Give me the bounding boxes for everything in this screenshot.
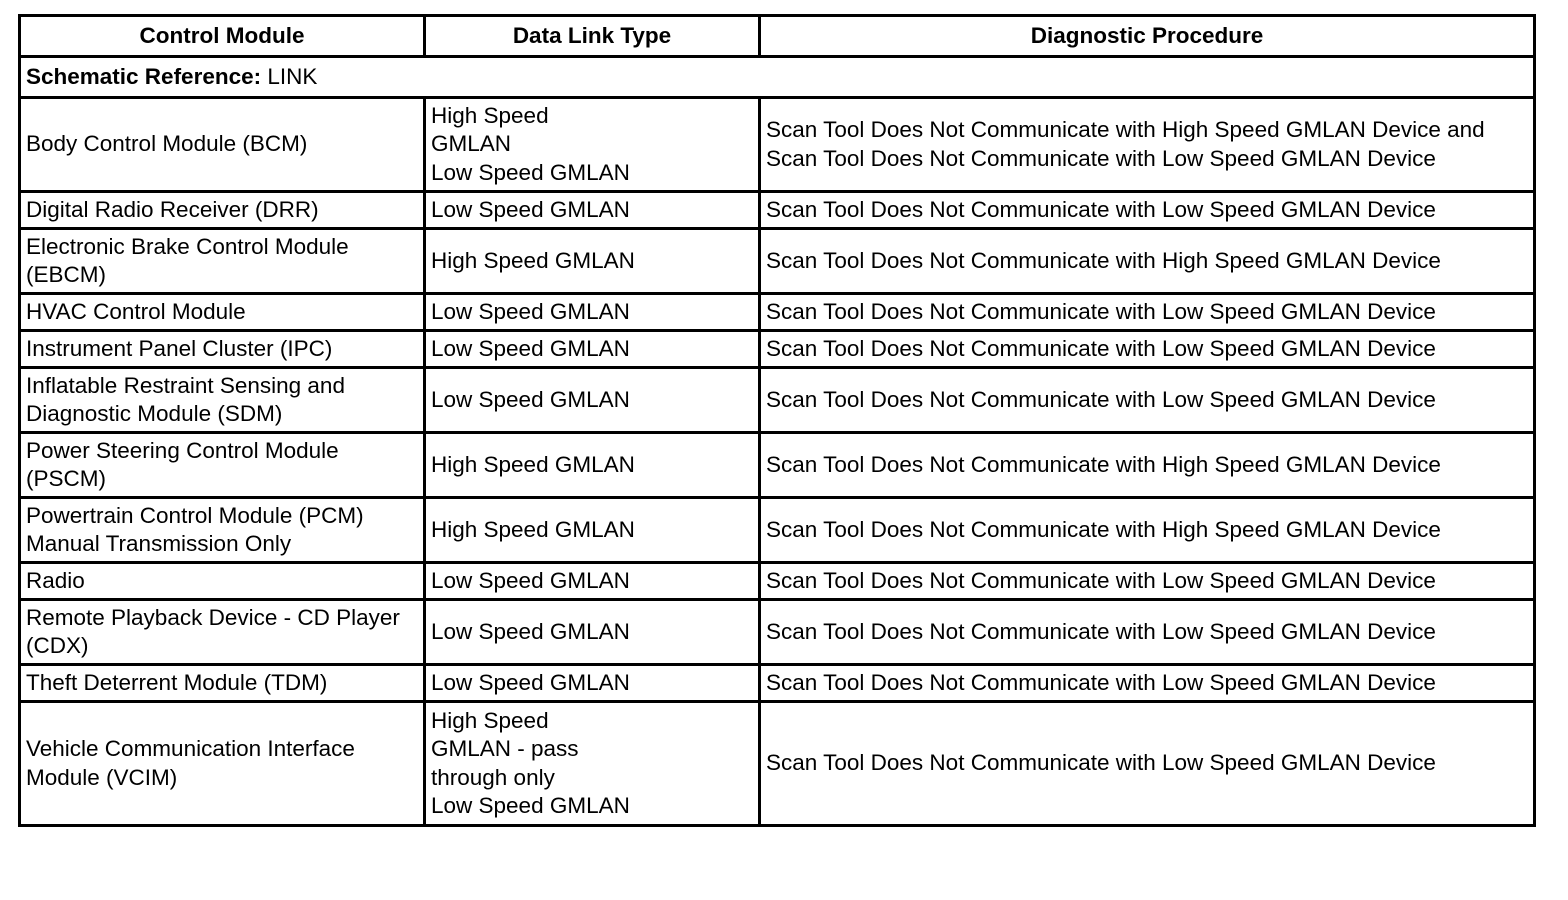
- link-type-cell: Low Speed GMLAN: [425, 600, 760, 665]
- table-row: [20, 229, 1535, 294]
- procedure-cell: Scan Tool Does Not Communicate with Low Speed GMLAN Device: [760, 294, 1535, 331]
- module-line: Powertrain Control Module (PCM): [26, 502, 364, 528]
- procedure-cell: Scan Tool Does Not Communicate with High Speed GMLAN Device: [760, 229, 1535, 294]
- procedure-cell: Scan Tool Does Not Communicate with Low Speed GMLAN Device: [760, 702, 1535, 826]
- table-row: [20, 702, 1535, 826]
- table-row: [20, 563, 1535, 600]
- header-row: [20, 16, 1535, 57]
- link-type-line: High Speed: [431, 707, 549, 733]
- link-type-line: High Speed: [431, 102, 549, 128]
- module-cell: Vehicle Communication Interface Module (VCIM): [20, 702, 425, 826]
- module-cell: Electronic Brake Control Module (EBCM): [20, 229, 425, 294]
- link-type-cell: High Speed GMLAN: [425, 229, 760, 294]
- module-cell: Digital Radio Receiver (DRR): [20, 192, 425, 229]
- table-row: [20, 98, 1535, 192]
- table-row: [20, 294, 1535, 331]
- module-cell: Theft Deterrent Module (TDM): [20, 665, 425, 702]
- link-type-cell: Low Speed GMLAN: [425, 192, 760, 229]
- module-cell: Body Control Module (BCM): [20, 98, 425, 192]
- link-type-cell: [425, 702, 760, 826]
- module-line: Manual Transmission Only: [26, 531, 292, 556]
- schematic-reference-row: [20, 57, 1535, 98]
- table-row: [20, 600, 1535, 665]
- module-cell: Power Steering Control Module (PSCM): [20, 433, 425, 498]
- module-cell: Radio: [20, 563, 425, 600]
- link-type-cell: [425, 98, 760, 192]
- link-type-cell: High Speed GMLAN: [425, 498, 760, 563]
- schematic-reference-value: LINK: [267, 63, 318, 89]
- module-cell: [20, 498, 425, 563]
- link-type-cell: Low Speed GMLAN: [425, 368, 760, 433]
- procedure-cell: Scan Tool Does Not Communicate with Low Speed GMLAN Device: [760, 192, 1535, 229]
- header-control-module: Control Module: [20, 16, 425, 57]
- module-cell: Inflatable Restraint Sensing and Diagnostic Module (SDM): [20, 368, 425, 433]
- link-type-line: GMLAN - pass: [431, 736, 579, 761]
- table-row: [20, 498, 1535, 563]
- module-cell: Instrument Panel Cluster (IPC): [20, 331, 425, 368]
- table-row: [20, 433, 1535, 498]
- schematic-reference-cell: [20, 57, 1535, 98]
- procedure-cell: Scan Tool Does Not Communicate with Low Speed GMLAN Device: [760, 665, 1535, 702]
- header-diagnostic-procedure: Diagnostic Procedure: [760, 16, 1535, 57]
- procedure-cell: Scan Tool Does Not Communicate with Low Speed GMLAN Device: [760, 331, 1535, 368]
- link-type-cell: Low Speed GMLAN: [425, 294, 760, 331]
- table-row: [20, 192, 1535, 229]
- module-cell: Remote Playback Device - CD Player (CDX): [20, 600, 425, 665]
- procedure-cell: Scan Tool Does Not Communicate with High Speed GMLAN Device and Scan Tool Does Not Communicate with Low Speed GMLAN Device: [760, 98, 1535, 192]
- link-type-cell: Low Speed GMLAN: [425, 331, 760, 368]
- procedure-cell: Scan Tool Does Not Communicate with Low Speed GMLAN Device: [760, 600, 1535, 665]
- table-row: [20, 368, 1535, 433]
- header-data-link-type: Data Link Type: [425, 16, 760, 57]
- procedure-cell: Scan Tool Does Not Communicate with Low Speed GMLAN Device: [760, 563, 1535, 600]
- procedure-cell: Scan Tool Does Not Communicate with High Speed GMLAN Device: [760, 498, 1535, 563]
- link-type-line: through only: [431, 764, 555, 790]
- link-type-cell: High Speed GMLAN: [425, 433, 760, 498]
- schematic-reference-label: Schematic Reference:: [26, 63, 262, 89]
- table-row: [20, 331, 1535, 368]
- data-link-table: [18, 14, 1536, 827]
- link-type-line: Low Speed GMLAN: [431, 793, 630, 818]
- link-type-line: GMLAN: [431, 131, 512, 157]
- link-type-line: Low Speed GMLAN: [431, 159, 630, 185]
- table-row: [20, 665, 1535, 702]
- procedure-cell: Scan Tool Does Not Communicate with Low Speed GMLAN Device: [760, 368, 1535, 433]
- link-type-cell: Low Speed GMLAN: [425, 563, 760, 600]
- procedure-cell: Scan Tool Does Not Communicate with High Speed GMLAN Device: [760, 433, 1535, 498]
- link-type-cell: Low Speed GMLAN: [425, 665, 760, 702]
- module-cell: HVAC Control Module: [20, 294, 425, 331]
